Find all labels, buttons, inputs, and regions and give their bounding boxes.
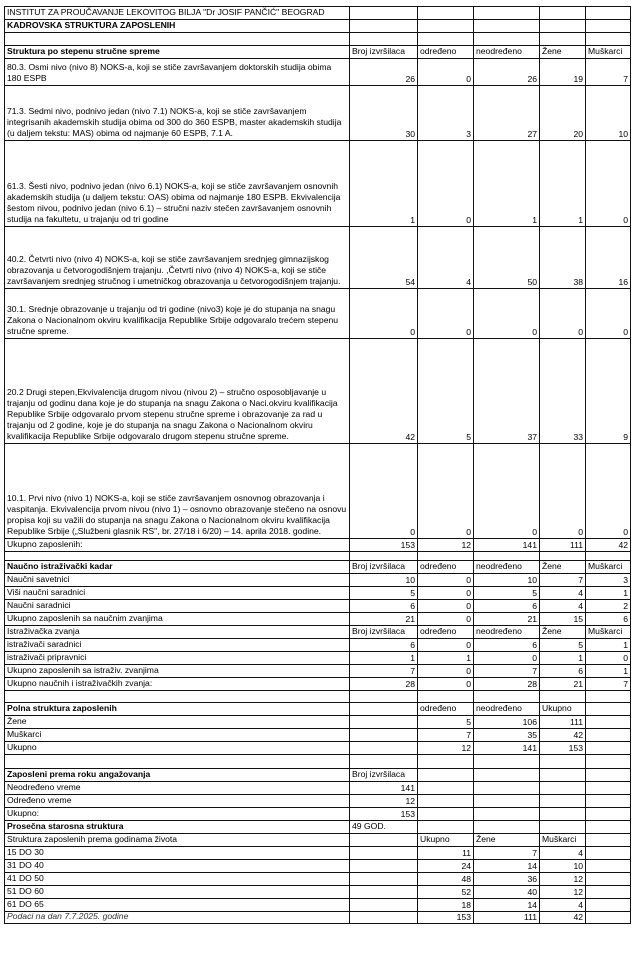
table-cell	[539, 754, 585, 768]
number-cell: 3	[417, 85, 473, 140]
table-cell	[349, 702, 417, 715]
table-cell	[585, 820, 631, 833]
table-cell	[585, 898, 631, 911]
number-cell: 7	[473, 846, 539, 859]
number-cell: 0	[417, 443, 473, 538]
row-label: Naučno istraživački kadar	[4, 560, 349, 573]
row-label	[4, 754, 349, 768]
table-cell	[585, 846, 631, 859]
research-row	[4, 599, 631, 612]
education-level-label: 20.2 Drugi stepen,Ekvivalencija drugom nivou (nivou 2) – stručno osposobljavanje u trajanju od godinu dana koje je do stupanja na snagu Zakona o Naci.okviru kvalifikacija Republike Srbije odgovaralo prvom stepenu stručne spreme i obrazovanje za rad u trajanju od 2 godine, koje je do stupanja na snagu Zakona o Nacionalnom okviru kvalifikacija Republike Srbije odgovaralo drugom stepenu stručne spreme.	[4, 338, 349, 443]
gender-row	[4, 741, 631, 754]
table-cell	[349, 833, 417, 846]
average-age-value: 49 GOD.	[349, 820, 417, 833]
row-label: Zaposleni prema roku angažovanja	[4, 768, 349, 781]
column-header: neodređeno	[473, 560, 539, 573]
number-cell: 1	[349, 140, 417, 226]
table-cell	[585, 807, 631, 820]
age-row	[4, 885, 631, 898]
number-cell: 12	[349, 794, 417, 807]
number-cell: 4	[539, 586, 585, 599]
number-cell: 141	[473, 741, 539, 754]
number-cell: 6	[539, 664, 585, 677]
number-cell: 4	[539, 599, 585, 612]
number-cell: 12	[539, 872, 585, 885]
table-cell	[417, 690, 473, 702]
table-cell	[539, 768, 585, 781]
row-label: Viši naučni saradnici	[4, 586, 349, 599]
number-cell: 0	[417, 573, 473, 586]
number-cell: 5	[539, 638, 585, 651]
number-cell: 4	[417, 226, 473, 288]
column-header: određeno	[417, 625, 473, 638]
table-cell	[585, 551, 631, 560]
row-label: 51 DO 60	[4, 885, 349, 898]
table-cell	[585, 754, 631, 768]
number-cell: 7	[473, 664, 539, 677]
number-cell: 0	[417, 586, 473, 599]
number-cell: 9	[585, 338, 631, 443]
table-cell	[539, 32, 585, 45]
table-cell	[539, 794, 585, 807]
column-header: Muškarci	[585, 45, 631, 58]
number-cell: 6	[585, 612, 631, 625]
table-cell	[473, 19, 539, 32]
column-header: određeno	[417, 702, 473, 715]
engagement-header-row	[4, 768, 631, 781]
education-total-row	[4, 538, 631, 551]
number-cell: 153	[349, 538, 417, 551]
education-level-label: 10.1. Prvi nivo (nivo 1) NOKS-a, koji se stiče završavanjem osnovnog obrazovanja i vaspitanja. Ekvivalencija prvom nivou (nivo 1) – osnovno obrazovanje stečeno na osnovu propisa koji su važili do stupanja na snagu Zakona o Nacionalnom okviru kvalifikacija Republike Srbije („Službeni glasnik RS", br. 27/18 i 6/20) – 14. aprila 2018. godine.	[4, 443, 349, 538]
age-header-row	[4, 833, 631, 846]
table-cell	[585, 911, 631, 924]
number-cell: 0	[417, 288, 473, 338]
date-note: Podaci na dan 7.7.2025. godine	[4, 911, 349, 924]
table-cell	[585, 19, 631, 32]
number-cell: 1	[539, 651, 585, 664]
row-label: Muškarci	[4, 728, 349, 741]
number-cell: 21	[349, 612, 417, 625]
number-cell: 141	[473, 538, 539, 551]
engagement-row	[4, 807, 631, 820]
row-label: Ukupno naučnih i istraživačkih zvanja:	[4, 677, 349, 690]
number-cell: 37	[473, 338, 539, 443]
researchers-row	[4, 677, 631, 690]
row-label: Struktura zaposlenih prema godinama života	[4, 833, 349, 846]
education-level-label: 71.3. Sedmi nivo, podnivo jedan (nivo 7.1) NOKS-a, koji se stiče završavanjem integrisanih akademskih studija obima od 300 do 360 ESPB, master akademskih studija (u daljem tekstu: MAS) obima od najmanje 60 ESPB, 7.1 A.	[4, 85, 349, 140]
number-cell: 0	[539, 443, 585, 538]
column-header: Žene	[539, 560, 585, 573]
number-cell: 5	[349, 586, 417, 599]
row-label	[4, 32, 349, 45]
number-cell: 16	[585, 226, 631, 288]
table-cell	[473, 551, 539, 560]
number-cell: 1	[585, 664, 631, 677]
number-cell: 4	[539, 898, 585, 911]
table-cell	[539, 807, 585, 820]
row-label: Neodređeno vreme	[4, 781, 349, 794]
row-label: Ukupno zaposlenih:	[4, 538, 349, 551]
table-cell	[417, 781, 473, 794]
education-row	[4, 443, 631, 538]
number-cell: 10	[539, 859, 585, 872]
number-cell: 11	[417, 846, 473, 859]
number-cell: 19	[539, 58, 585, 85]
researchers-header-row	[4, 625, 631, 638]
number-cell: 0	[349, 443, 417, 538]
table-cell	[417, 768, 473, 781]
number-cell: 1	[539, 140, 585, 226]
education-row	[4, 140, 631, 226]
number-cell: 0	[585, 288, 631, 338]
number-cell: 6	[473, 599, 539, 612]
average-age-row	[4, 820, 631, 833]
engagement-row	[4, 794, 631, 807]
column-header: Žene	[539, 45, 585, 58]
number-cell: 36	[473, 872, 539, 885]
number-cell: 5	[417, 715, 473, 728]
number-cell: 28	[473, 677, 539, 690]
number-cell: 7	[417, 728, 473, 741]
number-cell: 0	[585, 140, 631, 226]
number-cell: 111	[473, 911, 539, 924]
number-cell: 10	[585, 85, 631, 140]
column-header: neodređeno	[473, 45, 539, 58]
education-row	[4, 338, 631, 443]
column-header: neodređeno	[473, 702, 539, 715]
number-cell: 33	[539, 338, 585, 443]
table-cell	[539, 551, 585, 560]
table-cell	[417, 551, 473, 560]
table-cell	[585, 728, 631, 741]
table-cell	[539, 19, 585, 32]
table-cell	[585, 781, 631, 794]
table-cell	[585, 768, 631, 781]
number-cell: 12	[417, 741, 473, 754]
row-label: 61 DO 65	[4, 898, 349, 911]
table-cell	[349, 551, 417, 560]
gender-row	[4, 715, 631, 728]
number-cell: 7	[585, 58, 631, 85]
table-cell	[417, 32, 473, 45]
number-cell: 4	[539, 846, 585, 859]
number-cell: 12	[539, 885, 585, 898]
row-label: istraživači pripravnici	[4, 651, 349, 664]
number-cell: 28	[349, 677, 417, 690]
row-label: 31 DO 40	[4, 859, 349, 872]
education-level-label: 61.3. Šesti nivo, podnivo jedan (nivo 6.1) NOKS-a, koji se stiče završavanjem osnovnih akademskih studija (u daljem tekstu: OAS) obima od najmanje 180 ESPB. Ekvivalencija šestom nivou, podnivo jedan (nivo 6.1) – stručni naziv stečen završavanjem osnovnih studija na fakultetu, u trajanju od tri godine	[4, 140, 349, 226]
table-cell	[349, 728, 417, 741]
row-label: Struktura po stepenu stručne spreme	[4, 45, 349, 58]
table-cell	[349, 885, 417, 898]
number-cell: 21	[539, 677, 585, 690]
number-cell: 6	[349, 638, 417, 651]
number-cell: 12	[417, 538, 473, 551]
table-cell	[473, 6, 539, 19]
row-label: Istraživačka zvanja	[4, 625, 349, 638]
age-total-row	[4, 911, 631, 924]
table-cell	[349, 715, 417, 728]
number-cell: 42	[539, 728, 585, 741]
table-cell	[417, 19, 473, 32]
gender-header-row	[4, 702, 631, 715]
column-header: Žene	[473, 833, 539, 846]
table-cell	[349, 741, 417, 754]
institute-title-row	[4, 6, 631, 19]
education-row	[4, 58, 631, 85]
gender-row	[4, 728, 631, 741]
table-cell	[539, 781, 585, 794]
table-cell	[473, 807, 539, 820]
table-cell	[349, 19, 417, 32]
table-cell	[349, 898, 417, 911]
table-cell	[349, 846, 417, 859]
table-cell	[585, 833, 631, 846]
row-label: Polna struktura zaposlenih	[4, 702, 349, 715]
row-label: Naučni savetnici	[4, 573, 349, 586]
number-cell: 141	[349, 781, 417, 794]
table-cell	[473, 690, 539, 702]
column-header: Žene	[539, 625, 585, 638]
education-level-label: 40.2. Četvrti nivo (nivo 4) NOKS-a, koji se stiče završavanjem srednjeg gimnazijskog obrazovanja u četvorogodišnjem trajanju. ,Četvrti nivo (nivo 4) NOKS-a, koji se stiče završavanjem srednjeg stručnog i umetničkog obrazovanja u četvorogodišnjem trajanju.	[4, 226, 349, 288]
row-label: Ukupno	[4, 741, 349, 754]
number-cell: 1	[417, 651, 473, 664]
table-cell	[417, 820, 473, 833]
number-cell: 3	[585, 573, 631, 586]
research-row	[4, 586, 631, 599]
number-cell: 14	[473, 898, 539, 911]
number-cell: 14	[473, 859, 539, 872]
number-cell: 38	[539, 226, 585, 288]
table-cell	[585, 32, 631, 45]
number-cell: 54	[349, 226, 417, 288]
number-cell: 0	[473, 288, 539, 338]
column-header: određeno	[417, 560, 473, 573]
number-cell: 26	[473, 58, 539, 85]
number-cell: 48	[417, 872, 473, 885]
number-cell: 0	[417, 664, 473, 677]
table-cell	[539, 820, 585, 833]
number-cell: 20	[539, 85, 585, 140]
age-row	[4, 898, 631, 911]
row-label: Prosečna starosna struktura	[4, 820, 349, 833]
table-cell	[349, 754, 417, 768]
research-row	[4, 573, 631, 586]
number-cell: 0	[473, 443, 539, 538]
column-header: Broj izvršilaca	[349, 560, 417, 573]
column-header: Ukupno	[417, 833, 473, 846]
number-cell: 0	[417, 677, 473, 690]
sheet-title-row	[4, 19, 631, 32]
age-row	[4, 872, 631, 885]
number-cell: 153	[417, 911, 473, 924]
table-cell	[417, 807, 473, 820]
number-cell: 6	[473, 638, 539, 651]
number-cell: 7	[349, 664, 417, 677]
number-cell: 0	[417, 58, 473, 85]
row-label: 15 DO 30	[4, 846, 349, 859]
number-cell: 2	[585, 599, 631, 612]
table-cell	[417, 794, 473, 807]
age-row	[4, 846, 631, 859]
number-cell: 153	[539, 741, 585, 754]
table-cell	[585, 885, 631, 898]
table-cell	[349, 6, 417, 19]
research-row	[4, 612, 631, 625]
number-cell: 1	[585, 638, 631, 651]
table-cell	[585, 859, 631, 872]
table-cell	[585, 6, 631, 19]
number-cell: 24	[417, 859, 473, 872]
number-cell: 7	[539, 573, 585, 586]
table-cell	[473, 754, 539, 768]
blank-row	[4, 32, 631, 45]
number-cell: 27	[473, 85, 539, 140]
column-header: Ukupno	[539, 702, 585, 715]
column-header: Broj izvršilaca	[349, 768, 417, 781]
column-header: Muškarci	[539, 833, 585, 846]
number-cell: 0	[417, 599, 473, 612]
number-cell: 0	[539, 288, 585, 338]
row-label: Ukupno zaposlenih sa istraživ. zvanjima	[4, 664, 349, 677]
number-cell: 5	[417, 338, 473, 443]
number-cell: 30	[349, 85, 417, 140]
number-cell: 153	[349, 807, 417, 820]
number-cell: 7	[585, 677, 631, 690]
table-cell	[473, 32, 539, 45]
table-cell	[585, 690, 631, 702]
row-label: KADROVSKA STRUKTURA ZAPOSLENIH	[4, 19, 349, 32]
table-cell	[417, 754, 473, 768]
table-cell	[585, 741, 631, 754]
number-cell: 0	[585, 651, 631, 664]
number-cell: 1	[585, 586, 631, 599]
table-cell	[539, 690, 585, 702]
column-header: Muškarci	[585, 560, 631, 573]
row-label: istraživači saradnici	[4, 638, 349, 651]
number-cell: 26	[349, 58, 417, 85]
education-row	[4, 226, 631, 288]
table-cell	[585, 872, 631, 885]
number-cell: 0	[473, 651, 539, 664]
row-label: Određeno vreme	[4, 794, 349, 807]
row-label: Žene	[4, 715, 349, 728]
table-cell	[417, 6, 473, 19]
number-cell: 0	[349, 288, 417, 338]
row-label: Ukupno:	[4, 807, 349, 820]
number-cell: 0	[417, 140, 473, 226]
number-cell: 6	[349, 599, 417, 612]
blank-row	[4, 754, 631, 768]
number-cell: 52	[417, 885, 473, 898]
table-cell	[349, 690, 417, 702]
column-header: Broj izvršilaca	[349, 45, 417, 58]
age-row	[4, 859, 631, 872]
number-cell: 5	[473, 586, 539, 599]
number-cell: 1	[349, 651, 417, 664]
column-header: neodređeno	[473, 625, 539, 638]
education-level-label: 80.3. Osmi nivo (nivo 8) NOKS-a, koji se stiče završavanjem doktorskih studija obima 180 ESPB	[4, 58, 349, 85]
number-cell: 111	[539, 538, 585, 551]
column-header: Broj izvršilaca	[349, 625, 417, 638]
research-header-row	[4, 560, 631, 573]
researchers-row	[4, 651, 631, 664]
number-cell: 10	[473, 573, 539, 586]
number-cell: 42	[585, 538, 631, 551]
row-label	[4, 690, 349, 702]
table-cell	[585, 715, 631, 728]
number-cell: 42	[349, 338, 417, 443]
table-cell	[473, 781, 539, 794]
table-cell	[539, 6, 585, 19]
row-label: INSTITUT ZA PROUČAVANJE LEKOVITOG BILJA "Dr JOSIF PANČIĆ" BEOGRAD	[4, 6, 349, 19]
number-cell: 35	[473, 728, 539, 741]
blank-row	[4, 690, 631, 702]
number-cell: 0	[585, 443, 631, 538]
table-cell	[585, 794, 631, 807]
blank-row	[4, 551, 631, 560]
number-cell: 1	[473, 140, 539, 226]
education-level-label: 30.1. Srednje obrazovanje u trajanju od tri godine (nivo3) koje je do stupanja na snagu Zakona o Nacionalnom okviru kvalifikacija Republike Srbije odgovaralo trećem stepenu stručne spreme.	[4, 288, 349, 338]
table-cell	[349, 859, 417, 872]
column-header: Muškarci	[585, 625, 631, 638]
education-row	[4, 288, 631, 338]
table-cell	[585, 702, 631, 715]
number-cell: 106	[473, 715, 539, 728]
researchers-row	[4, 664, 631, 677]
table-cell	[349, 872, 417, 885]
researchers-row	[4, 638, 631, 651]
table-cell	[473, 768, 539, 781]
number-cell: 50	[473, 226, 539, 288]
education-row	[4, 85, 631, 140]
education-header-row	[4, 45, 631, 58]
row-label: Naučni saradnici	[4, 599, 349, 612]
number-cell: 15	[539, 612, 585, 625]
table-cell	[473, 820, 539, 833]
number-cell: 18	[417, 898, 473, 911]
number-cell: 0	[417, 638, 473, 651]
column-header: određeno	[417, 45, 473, 58]
number-cell: 40	[473, 885, 539, 898]
table-cell	[473, 794, 539, 807]
row-label: Ukupno zaposlenih sa naučnim zvanjima	[4, 612, 349, 625]
row-label: 41 DO 50	[4, 872, 349, 885]
number-cell: 111	[539, 715, 585, 728]
number-cell: 0	[417, 612, 473, 625]
number-cell: 10	[349, 573, 417, 586]
row-label	[4, 551, 349, 560]
number-cell: 21	[473, 612, 539, 625]
table-cell	[349, 911, 417, 924]
number-cell: 42	[539, 911, 585, 924]
table-cell	[349, 32, 417, 45]
engagement-row	[4, 781, 631, 794]
